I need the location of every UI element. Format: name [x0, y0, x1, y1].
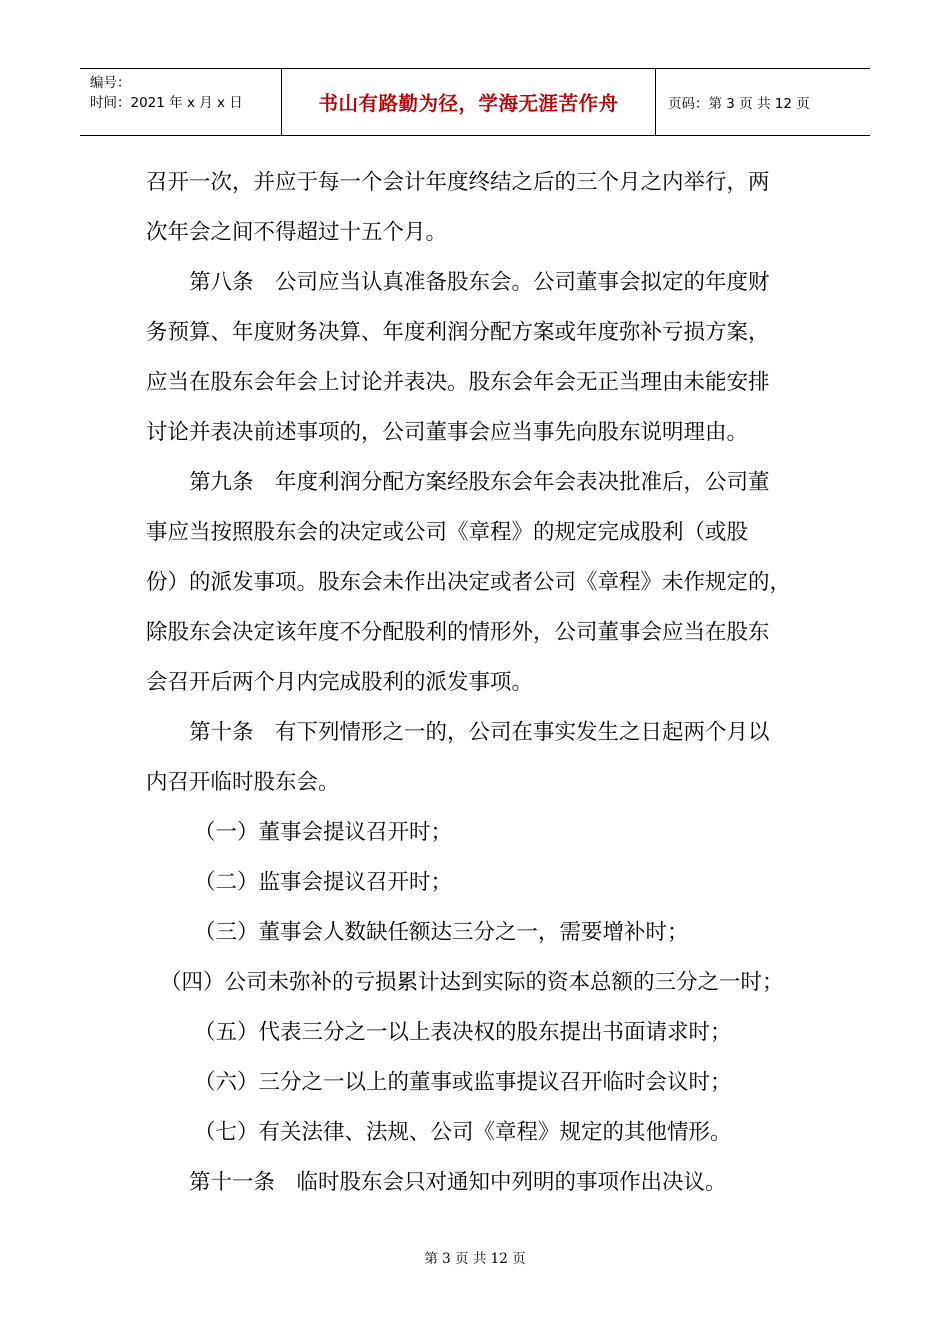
header-meta-cell — [80, 69, 282, 135]
page-footer: 第 3 页 共 12 页 — [424, 1251, 526, 1267]
paragraph-line: 份）的派发事项。股东会未作出决定或者公司《章程》未作规定的， — [146, 570, 792, 595]
document-body — [146, 158, 826, 1208]
paragraph-line: 务预算、年度财务决算、年度利润分配方案或年度弥补亏损方案， — [146, 320, 770, 345]
header-page-info: 页码：第 3 页 共 12 页 — [668, 96, 810, 112]
paragraph-line: 召开一次，并应于每一个会计年度终结之后的三个月之内举行，两 — [146, 170, 770, 195]
list-item: （六）三分之一以上的董事或监事提议召开临时会议时； — [194, 1070, 732, 1095]
paragraph-line: 讨论并表决前述事项的，公司董事会应当事先向股东说明理由。 — [146, 420, 749, 445]
list-item: （五）代表三分之一以上表决权的股东提出书面请求时； — [194, 1020, 732, 1045]
paragraph-line: 次年会之间不得超过十五个月。 — [146, 220, 448, 245]
article-11-heading-line: 第十一条 临时股东会只对通知中列明的事项作出决议。 — [189, 1170, 727, 1195]
article-9-heading-line: 第九条 年度利润分配方案经股东会年会表决批准后，公司董 — [189, 470, 770, 495]
list-item: （一）董事会提议召开时； — [194, 820, 453, 845]
page-header — [80, 68, 870, 136]
article-10-heading-line: 第十条 有下列情形之一的，公司在事实发生之日起两个月以 — [189, 720, 770, 745]
document-date: 时间：2021 年 x 月 x 日 — [90, 95, 243, 111]
document-number-label: 编号： — [90, 75, 131, 91]
paragraph-line: 应当在股东会年会上讨论并表决。股东会年会无正当理由未能安排 — [146, 370, 770, 395]
list-item: （七）有关法律、法规、公司《章程》规定的其他情形。 — [194, 1120, 732, 1145]
paragraph-line: 除股东会决定该年度不分配股利的情形外，公司董事会应当在股东 — [146, 620, 770, 645]
paragraph-line: 会召开后两个月内完成股利的派发事项。 — [146, 670, 534, 695]
paragraph-line: 事应当按照股东会的决定或公司《章程》的规定完成股利（或股 — [146, 520, 749, 545]
list-item: （四）公司未弥补的亏损累计达到实际的资本总额的三分之一时； — [160, 970, 784, 995]
paragraph-line: 内召开临时股东会。 — [146, 770, 340, 795]
article-8-heading-line: 第八条 公司应当认真准备股东会。公司董事会拟定的年度财 — [189, 270, 770, 295]
list-item: （三）董事会人数缺任额达三分之一，需要增补时； — [194, 920, 689, 945]
list-item: （二）监事会提议召开时； — [194, 870, 453, 895]
header-motto: 书山有路勤为径，学海无涯苦作舟 — [282, 69, 656, 135]
